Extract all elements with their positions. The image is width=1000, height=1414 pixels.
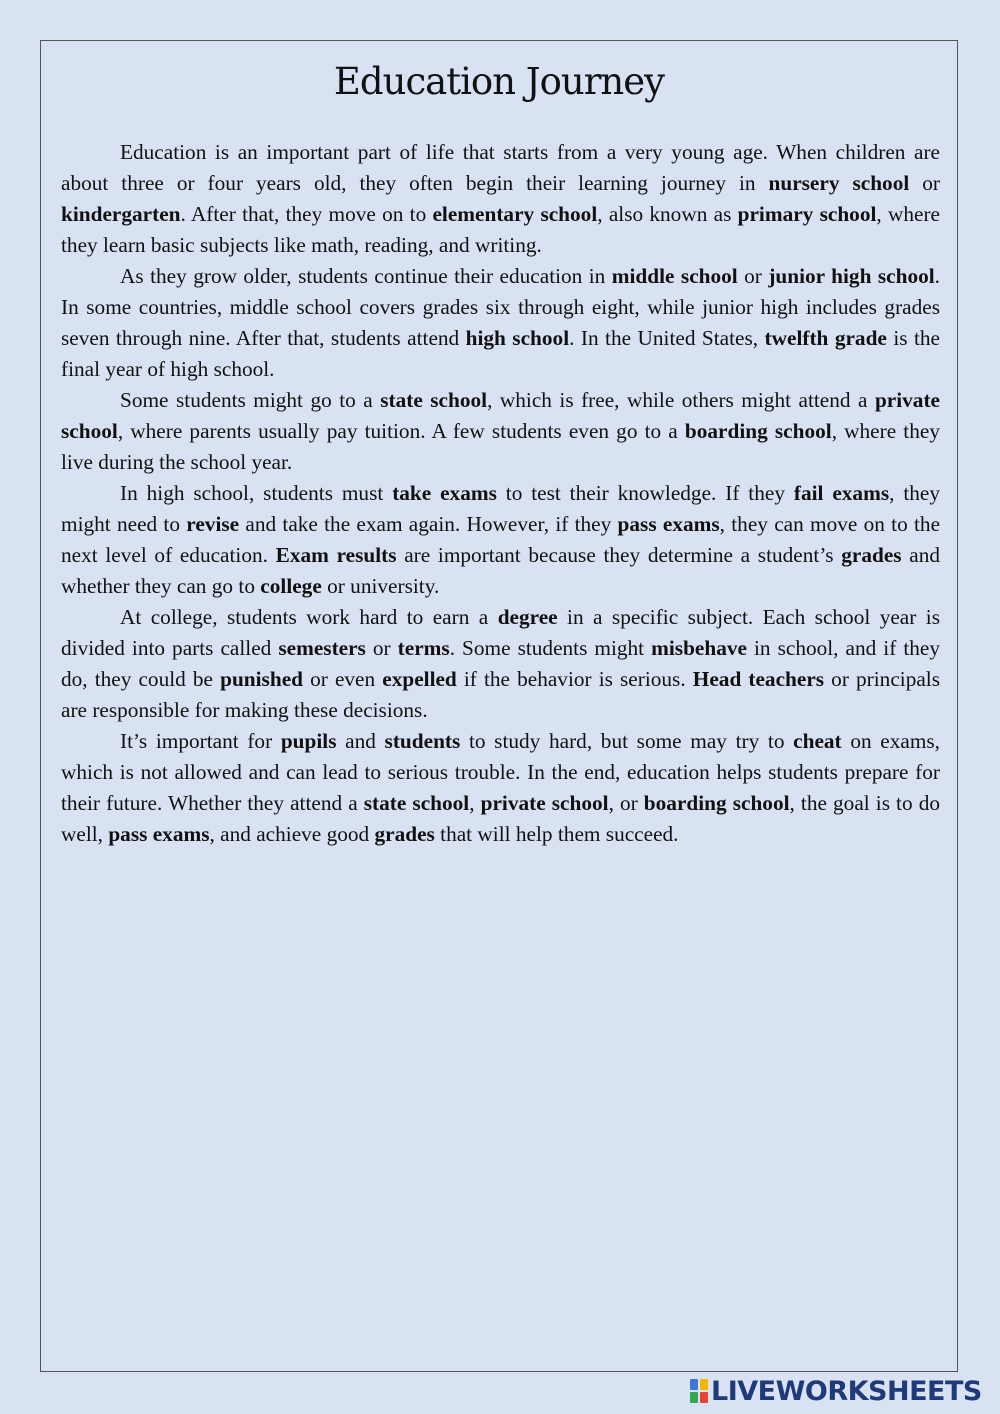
- vocabulary-term: pupils: [280, 729, 337, 753]
- paragraph-text: and take the exam again. However, if they: [239, 512, 618, 536]
- paragraph-text: or university.: [321, 574, 440, 598]
- paragraph-text: if the behavior is serious.: [456, 667, 693, 691]
- paragraph-text: , they can move on to the next level of education.: [61, 512, 941, 567]
- vocabulary-term: semesters: [278, 636, 366, 660]
- paragraph-text: Some students might go to a: [120, 388, 381, 412]
- vocabulary-term: pass exams: [617, 512, 720, 536]
- vocabulary-term: misbehave: [651, 636, 747, 660]
- paragraph-text: in a specific subject. Each school year is divided into parts called: [61, 605, 940, 660]
- paragraph-text: . After that, they move on to: [180, 202, 433, 226]
- paragraph-text: and whether they can go to: [61, 543, 940, 598]
- brand-name: LIVEWORKSHEETS: [711, 1375, 982, 1407]
- paragraph-text: are important because they determine a student’s: [396, 543, 842, 567]
- paragraph-text: , or: [608, 791, 644, 815]
- vocabulary-term: boarding school: [643, 791, 790, 815]
- vocabulary-term: nursery school: [768, 171, 910, 195]
- vocabulary-term: pass exams: [108, 822, 210, 846]
- paragraph-text: to study hard, but some may try to: [460, 729, 794, 753]
- paragraph-text: and: [336, 729, 385, 753]
- vocabulary-term: cheat: [793, 729, 842, 753]
- vocabulary-term: college: [260, 574, 322, 598]
- paragraph-text: or even: [303, 667, 383, 691]
- vocabulary-term: kindergarten: [61, 202, 181, 226]
- paragraph-text: or: [365, 636, 398, 660]
- paragraph-text: in school, and if they do, they could be: [61, 636, 941, 691]
- paragraph: [61, 261, 940, 385]
- paragraph-text: , the goal is to do well,: [61, 791, 940, 846]
- paragraph-text: In high school, students must: [120, 481, 393, 505]
- paragraph: [61, 137, 940, 261]
- vocabulary-term: primary school: [737, 202, 877, 226]
- paragraph-text: , and achieve good: [209, 822, 375, 846]
- paragraph-text: that will help them succeed.: [434, 822, 679, 846]
- paragraph-text: , also known as: [597, 202, 738, 226]
- paragraph-text: to test their knowledge. If they: [496, 481, 794, 505]
- paragraph: [61, 478, 940, 602]
- vocabulary-term: revise: [186, 512, 240, 536]
- paragraph-text: or: [909, 171, 940, 195]
- vocabulary-term: private school: [480, 791, 609, 815]
- vocabulary-term: terms: [397, 636, 450, 660]
- vocabulary-term: state school: [363, 791, 470, 815]
- vocabulary-term: grades: [841, 543, 902, 567]
- vocabulary-term: fail exams: [793, 481, 890, 505]
- paragraph-text: , they might need to: [61, 481, 940, 536]
- paragraph-text: As they grow older, students continue their education in: [120, 264, 612, 288]
- paragraph-text: is the final year of high school.: [61, 326, 940, 381]
- vocabulary-term: punished: [220, 667, 303, 691]
- vocabulary-term: degree: [497, 605, 558, 629]
- paragraph: [61, 726, 940, 850]
- vocabulary-term: state school: [380, 388, 488, 412]
- paragraph-text: . Some students might: [449, 636, 652, 660]
- paragraph-text: or principals are responsible for making these decisions.: [61, 667, 940, 722]
- paragraph-text: Education is an important part of life that starts from a very young age. When children are about three or four years old, they often begin their learning journey in: [61, 140, 940, 195]
- vocabulary-term: grades: [374, 822, 435, 846]
- paragraph-text: At college, students work hard to earn a: [120, 605, 498, 629]
- paragraph: [61, 602, 940, 726]
- paragraph-text: or: [737, 264, 769, 288]
- vocabulary-term: take exams: [392, 481, 497, 505]
- document-title: Education Journey: [333, 60, 665, 103]
- vocabulary-term: elementary school: [432, 202, 598, 226]
- vocabulary-term: students: [384, 729, 461, 753]
- paragraph-text: , which is free, while others might attend a: [487, 388, 875, 412]
- paragraph-text: on exams, which is not allowed and can lead to serious trouble. In the end, education helps students prepare for their future. Whether they attend a: [61, 729, 940, 815]
- vocabulary-term: private school: [61, 388, 940, 443]
- vocabulary-term: junior high school: [768, 264, 935, 288]
- paragraph-text: It’s important for: [120, 729, 281, 753]
- document-body: [61, 137, 940, 850]
- vocabulary-term: boarding school: [684, 419, 832, 443]
- paragraph: [61, 385, 940, 478]
- paragraph-text: , where they live during the school year.: [61, 419, 940, 474]
- paragraph-text: . In some countries, middle school covers grades six through eight, while junior high includes grades seven through nine. After that, students attend: [61, 264, 940, 350]
- paragraph-text: ,: [469, 791, 481, 815]
- paragraph-text: , where parents usually pay tuition. A few students even go to a: [117, 419, 685, 443]
- liveworksheets-logo[interactable]: [690, 1376, 982, 1406]
- vocabulary-term: middle school: [611, 264, 738, 288]
- vocabulary-term: expelled: [382, 667, 457, 691]
- vocabulary-term: Exam results: [275, 543, 397, 567]
- vocabulary-term: twelfth grade: [764, 326, 887, 350]
- paragraph-text: . In the United States,: [569, 326, 765, 350]
- liveworksheets-icon: [690, 1379, 708, 1403]
- vocabulary-term: high school: [465, 326, 570, 350]
- vocabulary-term: Head teachers: [692, 667, 825, 691]
- paragraph-text: , where they learn basic subjects like math, reading, and writing.: [61, 202, 940, 257]
